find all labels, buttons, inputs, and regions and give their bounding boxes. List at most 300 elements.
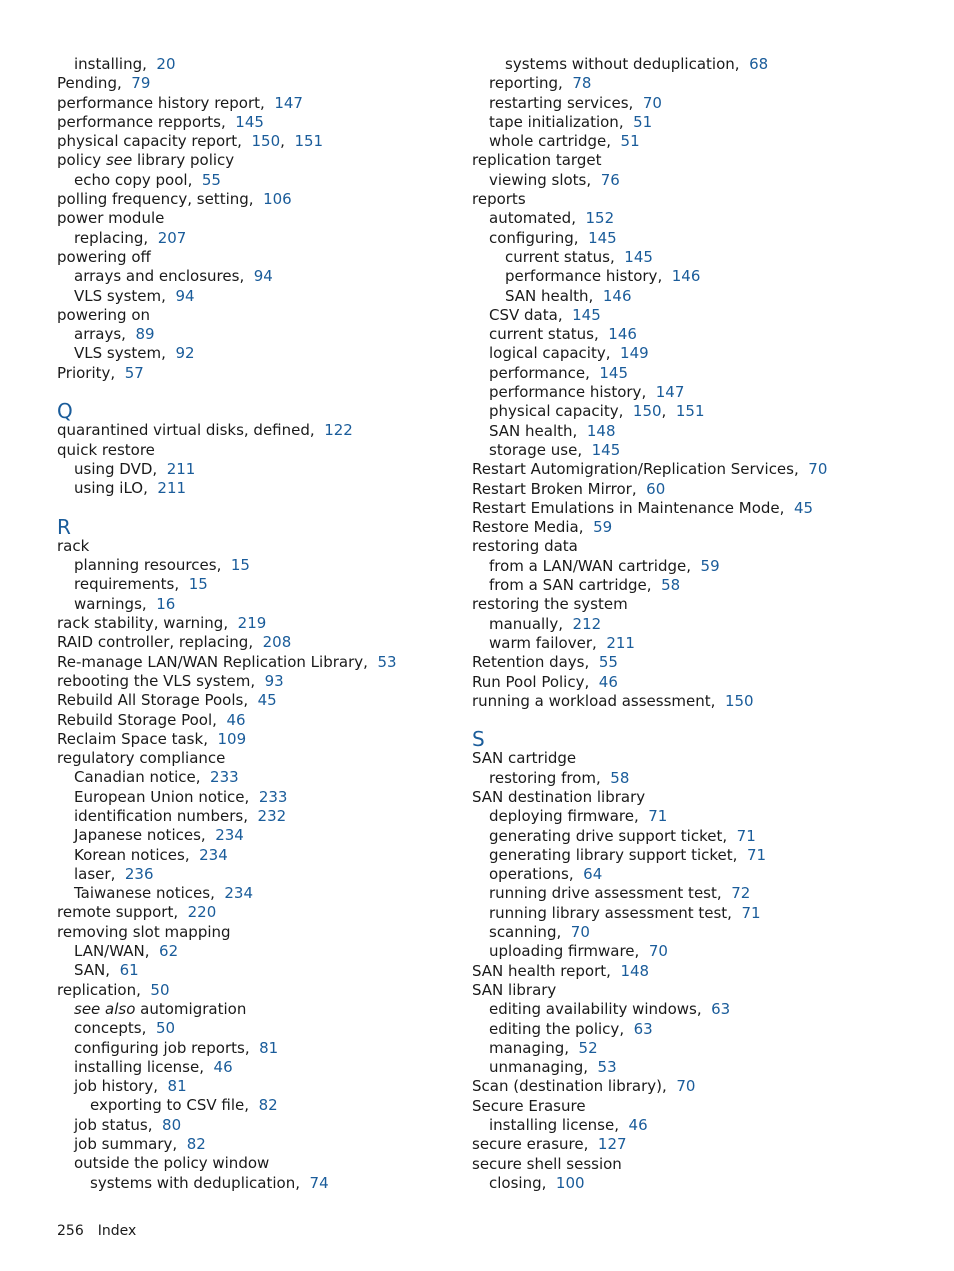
index-term: performance history xyxy=(489,383,642,402)
index-term: restarting services xyxy=(489,93,629,112)
index-entry: rebooting the VLS system, 93 xyxy=(57,671,284,690)
index-term: Reclaim Space task xyxy=(57,729,204,748)
index-term: installing xyxy=(74,55,143,73)
index-entry: SAN health, 146 xyxy=(505,286,632,305)
index-term: regulatory compliance xyxy=(57,749,226,768)
index-entry xyxy=(57,306,497,325)
index-entry xyxy=(472,190,912,209)
index-term: job summary xyxy=(74,1135,173,1154)
page-link[interactable]: 46 xyxy=(598,672,618,691)
index-entry: replacing, 207 xyxy=(74,228,187,247)
index-term: reporting xyxy=(489,74,559,93)
page-link[interactable]: 64 xyxy=(583,865,603,884)
index-term: automated xyxy=(489,209,572,228)
index-term: performance history xyxy=(505,267,658,286)
page-link[interactable]: 79 xyxy=(131,74,151,93)
page-link[interactable]: 82 xyxy=(258,1096,278,1115)
index-entry: using DVD, 211 xyxy=(74,459,196,478)
page-link[interactable]: 15 xyxy=(188,575,208,594)
index-entry: configuring job reports, 81 xyxy=(74,1038,279,1057)
index-term: whole cartridge xyxy=(489,132,607,151)
index-term: arrays and enclosures xyxy=(74,267,240,286)
page-link[interactable]: 127 xyxy=(597,1135,627,1154)
page-link[interactable]: 50 xyxy=(150,980,170,999)
page-link[interactable]: 55 xyxy=(598,653,618,672)
index-term: powering off xyxy=(57,247,151,266)
page-link[interactable]: 70 xyxy=(808,460,828,479)
index-term: performance repports xyxy=(57,112,221,131)
index-entry: CSV data, 145 xyxy=(489,305,601,324)
index-entry xyxy=(472,749,912,768)
index-entry: running library assessment test, 71 xyxy=(489,903,761,922)
index-term: replication xyxy=(57,980,137,999)
page-link[interactable]: 109 xyxy=(217,729,247,748)
index-entry: editing the policy, 63 xyxy=(489,1019,653,1038)
page-link[interactable]: 16 xyxy=(156,594,176,613)
index-term: powering on xyxy=(57,305,151,324)
page-link[interactable]: 51 xyxy=(620,132,640,151)
page-link[interactable]: 59 xyxy=(593,518,613,537)
index-term: Priority xyxy=(57,363,111,382)
index-term: viewing slots xyxy=(489,170,587,189)
index-entry: performance history, 147 xyxy=(489,383,685,402)
index-term: rack xyxy=(57,536,90,555)
page-link[interactable]: 233 xyxy=(258,787,288,806)
page-link[interactable]: 45 xyxy=(793,498,814,517)
page-link[interactable]: 57 xyxy=(124,363,144,382)
index-entry: job history, 81 xyxy=(74,1077,187,1096)
index-entry xyxy=(472,595,912,614)
index-term: Restart Emulations in Maintenance Mode xyxy=(472,498,780,517)
index-entry: performance repports, 145 xyxy=(57,112,264,131)
index-entry xyxy=(57,923,497,942)
index-entry xyxy=(472,1155,912,1174)
index-term: performance xyxy=(489,363,586,382)
index-entry: quarantined virtual disks, defined, 122 xyxy=(57,421,353,440)
page-link[interactable]: 234 xyxy=(199,845,228,864)
index-entry xyxy=(57,1154,497,1173)
index-entry: Priority, 57 xyxy=(57,363,144,382)
page-link[interactable]: 71 xyxy=(746,845,767,864)
page-link[interactable]: 60 xyxy=(646,479,666,498)
page-link[interactable]: 15 xyxy=(230,556,250,575)
page-link[interactable]: 150 xyxy=(724,691,754,710)
index-term: outside the policy window xyxy=(74,1154,270,1173)
page-link[interactable]: 151 xyxy=(675,402,705,421)
index-term: identification numbers xyxy=(74,806,244,825)
index-term: unmanaging xyxy=(489,1058,584,1077)
index-term: systems without deduplication xyxy=(505,55,735,73)
index-term: RAID controller, replacing xyxy=(57,633,249,652)
page-link[interactable]: 211 xyxy=(157,479,187,498)
index-term: library policy xyxy=(132,151,235,170)
index-term: SAN health xyxy=(505,286,589,305)
page-link[interactable]: 234 xyxy=(215,826,244,845)
index-term: Retention days xyxy=(472,653,585,672)
index-term: replication target xyxy=(472,151,602,170)
page-link[interactable]: 147 xyxy=(274,93,303,112)
index-entry: secure erasure, 127 xyxy=(472,1135,627,1154)
index-section-letter: Q xyxy=(57,399,73,424)
index-term: VLS system xyxy=(74,286,162,305)
index-term: SAN health report xyxy=(472,961,607,980)
page-link[interactable]: 149 xyxy=(620,344,649,363)
page-link[interactable]: 89 xyxy=(135,325,155,344)
page-link[interactable]: 207 xyxy=(157,228,187,247)
index-entry: Rebuild Storage Pool, 46 xyxy=(57,710,246,729)
page-link[interactable]: 78 xyxy=(572,74,592,93)
index-entry: Japanese notices, 234 xyxy=(74,826,244,845)
index-term: manually xyxy=(489,614,559,633)
page-link[interactable]: 61 xyxy=(119,961,139,980)
page-link[interactable]: 76 xyxy=(600,170,620,189)
index-term: replacing xyxy=(74,228,144,247)
index-entry: Run Pool Policy, 46 xyxy=(472,672,618,691)
index-term: Re-manage LAN/WAN Replication Library xyxy=(57,652,364,671)
page-link[interactable]: 51 xyxy=(633,112,653,131)
page-link[interactable]: 70 xyxy=(570,923,590,942)
page-link[interactable]: 53 xyxy=(597,1058,617,1077)
index-term: quarantined virtual disks, defined xyxy=(57,421,310,440)
page-link[interactable]: 58 xyxy=(610,768,630,787)
index-entry xyxy=(57,1000,497,1019)
index-entry: current status, 145 xyxy=(505,247,653,266)
index-entry: Restart Automigration/Replication Services, 70 xyxy=(472,460,828,479)
index-term: configuring job reports xyxy=(74,1038,245,1057)
page-link[interactable]: 145 xyxy=(235,112,264,131)
index-entry: manually, 212 xyxy=(489,614,602,633)
index-entry: installing license, 46 xyxy=(489,1116,648,1135)
index-term: removing slot mapping xyxy=(57,922,231,941)
index-term: laser xyxy=(74,864,111,883)
index-term: performance history report xyxy=(57,93,261,112)
index-entry: automated, 152 xyxy=(489,209,615,228)
page-link[interactable]: 146 xyxy=(602,286,632,305)
index-term: reports xyxy=(472,190,526,209)
index-entry: SAN health report, 148 xyxy=(472,961,650,980)
page-link[interactable]: 63 xyxy=(711,1000,731,1019)
index-entry: logical capacity, 149 xyxy=(489,344,649,363)
index-term: current status xyxy=(489,325,594,344)
index-term: logical capacity xyxy=(489,344,606,363)
index-term: current status xyxy=(505,247,610,266)
index-term: polling frequency, setting xyxy=(57,190,249,209)
index-entry: LAN/WAN, 62 xyxy=(74,942,179,961)
index-entry: generating drive support ticket, 71 xyxy=(489,826,756,845)
index-term: generating drive support ticket xyxy=(489,826,723,845)
page-link[interactable]: 82 xyxy=(186,1135,206,1154)
index-entry: polling frequency, setting, 106 xyxy=(57,190,292,209)
page-link[interactable]: 68 xyxy=(749,55,769,73)
index-entry: restoring from, 58 xyxy=(489,768,630,787)
index-entry: Rebuild All Storage Pools, 45 xyxy=(57,691,277,710)
index-entry: warnings, 16 xyxy=(74,594,176,613)
index-entry: arrays, 89 xyxy=(74,325,155,344)
page-link[interactable]: 71 xyxy=(741,903,761,922)
page-link[interactable]: 70 xyxy=(642,93,662,112)
page-link[interactable]: 58 xyxy=(661,576,681,595)
index-entry: managing, 52 xyxy=(489,1038,598,1057)
page-link[interactable]: 55 xyxy=(201,170,221,189)
page-link[interactable]: 145 xyxy=(591,440,621,459)
index-term: running library assessment test xyxy=(489,903,728,922)
index-entry: job summary, 82 xyxy=(74,1135,206,1154)
index-entry: viewing slots, 76 xyxy=(489,170,620,189)
index-entry: systems without deduplication, 68 xyxy=(505,55,769,73)
page-link[interactable]: 152 xyxy=(585,209,615,228)
index-term: Restore Media xyxy=(472,518,579,537)
index-entry: Restart Broken Mirror, 60 xyxy=(472,479,666,498)
page-link[interactable]: 62 xyxy=(159,942,179,961)
index-entry: remote support, 220 xyxy=(57,903,217,922)
index-entry: job status, 80 xyxy=(74,1115,182,1134)
index-term: LAN/WAN xyxy=(74,942,145,961)
page-link[interactable]: 94 xyxy=(175,286,195,305)
page-link[interactable]: 220 xyxy=(187,903,217,922)
index-term: from a LAN/WAN cartridge xyxy=(489,556,687,575)
index-entry: Re-manage LAN/WAN Replication Library, 53 xyxy=(57,652,397,671)
index-term: installing license xyxy=(74,1057,200,1076)
page-link[interactable]: 150 xyxy=(251,132,281,151)
index-entry xyxy=(472,788,912,807)
page-link[interactable]: 151 xyxy=(294,132,324,151)
page-link[interactable]: 219 xyxy=(237,614,267,633)
index-term: VLS system xyxy=(74,344,162,363)
index-entry: Taiwanese notices, 234 xyxy=(74,884,254,903)
page-link[interactable]: 208 xyxy=(262,633,292,652)
page-link[interactable]: 146 xyxy=(671,267,701,286)
index-term: requirements xyxy=(74,575,175,594)
index-entry xyxy=(472,1097,912,1116)
index-term: Japanese notices xyxy=(74,826,201,845)
page-link[interactable]: 20 xyxy=(156,55,176,73)
index-term: CSV data xyxy=(489,305,558,324)
page-link[interactable]: 234 xyxy=(224,884,254,903)
page-link[interactable]: 145 xyxy=(599,363,629,382)
page-link[interactable]: 145 xyxy=(624,247,653,266)
index-term: rack stability, warning xyxy=(57,614,224,633)
index-entry xyxy=(57,209,497,228)
page-link[interactable]: 71 xyxy=(648,807,668,826)
index-entry xyxy=(57,749,497,768)
index-term: policy xyxy=(57,151,106,170)
page-link[interactable]: 70 xyxy=(648,942,668,961)
page-link[interactable]: 46 xyxy=(213,1057,233,1076)
index-entry: running drive assessment test, 72 xyxy=(489,884,751,903)
index-section-letter: S xyxy=(472,727,485,752)
page-link[interactable]: 211 xyxy=(606,633,635,652)
index-term: SAN cartridge xyxy=(472,749,577,768)
index-entry: configuring, 145 xyxy=(489,228,617,247)
page-link[interactable]: 45 xyxy=(257,691,277,710)
index-term: Rebuild All Storage Pools xyxy=(57,691,244,710)
index-term: secure shell session xyxy=(472,1154,622,1173)
index-term: warnings xyxy=(74,594,142,613)
index-entry: Restore Media, 59 xyxy=(472,518,613,537)
index-term: Pending xyxy=(57,74,117,93)
index-entry: performance history report, 147 xyxy=(57,93,303,112)
page-link[interactable]: 81 xyxy=(259,1038,279,1057)
index-term: editing availability windows xyxy=(489,1000,697,1019)
index-term: Korean notices xyxy=(74,845,185,864)
index-term: storage use xyxy=(489,440,578,459)
page-link[interactable]: 100 xyxy=(555,1173,585,1192)
index-entry: from a LAN/WAN cartridge, 59 xyxy=(489,556,720,575)
index-entry xyxy=(472,151,912,170)
index-entry: Korean notices, 234 xyxy=(74,845,228,864)
index-term: secure erasure xyxy=(472,1135,584,1154)
index-entry: restarting services, 70 xyxy=(489,93,662,112)
index-entry xyxy=(472,537,912,556)
index-term: Run Pool Policy xyxy=(472,672,585,691)
page-link[interactable]: 147 xyxy=(655,383,685,402)
page-link[interactable]: 50 xyxy=(155,1019,176,1038)
index-term: from a SAN cartridge xyxy=(489,576,647,595)
index-term: concepts xyxy=(74,1019,142,1038)
index-term: scanning xyxy=(489,923,557,942)
index-entry: Canadian notice, 233 xyxy=(74,768,239,787)
index-term: Taiwanese notices xyxy=(74,884,211,903)
index-entry: concepts, 50 xyxy=(74,1019,176,1038)
index-term: Rebuild Storage Pool xyxy=(57,710,213,729)
index-entry: using iLO, 211 xyxy=(74,479,187,498)
index-term: physical capacity xyxy=(489,402,619,421)
index-term: physical capacity report xyxy=(57,132,238,151)
index-term: editing the policy xyxy=(489,1019,620,1038)
page-link[interactable]: 150 xyxy=(632,402,662,421)
index-term: using iLO xyxy=(74,479,144,498)
page-link[interactable]: 211 xyxy=(166,459,196,478)
page-link[interactable]: 72 xyxy=(731,884,751,903)
index-term: warm failover xyxy=(489,633,593,652)
index-entry: identification numbers, 232 xyxy=(74,806,287,825)
index-entry: RAID controller, replacing, 208 xyxy=(57,633,292,652)
index-term: restoring the system xyxy=(472,595,628,614)
index-entry: performance, 145 xyxy=(489,363,629,382)
index-entry: closing, 100 xyxy=(489,1173,585,1192)
index-term: job history xyxy=(74,1077,154,1096)
page-link[interactable]: 148 xyxy=(586,421,616,440)
page-link[interactable]: 92 xyxy=(175,344,195,363)
index-entry: physical capacity report, 150, 151 xyxy=(57,132,324,151)
index-term: configuring xyxy=(489,228,574,247)
index-entry: installing, 20 xyxy=(74,55,176,73)
index-entry: rack stability, warning, 219 xyxy=(57,614,267,633)
index-entry: reporting, 78 xyxy=(489,74,592,93)
page-link[interactable]: 70 xyxy=(676,1077,696,1096)
index-term: power module xyxy=(57,209,165,228)
page-link[interactable]: 106 xyxy=(263,190,292,209)
index-entry xyxy=(57,441,497,460)
index-term: Restart Automigration/Replication Services xyxy=(472,460,794,479)
index-entry: tape initialization, 51 xyxy=(489,112,653,131)
page-link[interactable]: 148 xyxy=(620,961,650,980)
index-entry: exporting to CSV file, 82 xyxy=(90,1096,278,1115)
index-term: systems with deduplication xyxy=(90,1173,296,1192)
index-term: remote support xyxy=(57,903,174,922)
index-term: generating library support ticket xyxy=(489,845,733,864)
index-term: quick restore xyxy=(57,440,155,459)
index-entry: Pending, 79 xyxy=(57,74,151,93)
page-footer xyxy=(57,1222,136,1241)
index-entry: warm failover, 211 xyxy=(489,633,635,652)
index-section-letter: R xyxy=(57,514,71,539)
index-entry: physical capacity, 150, 151 xyxy=(489,402,705,421)
page-link[interactable]: 71 xyxy=(736,826,756,845)
index-entry: planning resources, 15 xyxy=(74,556,250,575)
index-term: Canadian notice xyxy=(74,768,196,787)
page-link[interactable]: 74 xyxy=(309,1173,329,1192)
index-entry: requirements, 15 xyxy=(74,575,208,594)
page-link[interactable]: 233 xyxy=(210,768,239,787)
index-term: closing xyxy=(489,1173,542,1192)
index-entry: arrays and enclosures, 94 xyxy=(74,267,273,286)
index-term: automigration xyxy=(135,999,247,1018)
index-entry: Retention days, 55 xyxy=(472,653,618,672)
index-entry: scanning, 70 xyxy=(489,923,590,942)
index-term: rebooting the VLS system xyxy=(57,671,251,690)
index-entry: laser, 236 xyxy=(74,864,154,883)
page-link[interactable]: 80 xyxy=(162,1115,182,1134)
index-entry: uploading firmware, 70 xyxy=(489,942,668,961)
index-column-left xyxy=(57,55,497,1193)
page-link[interactable]: 122 xyxy=(324,421,353,440)
index-term: arrays xyxy=(74,325,122,344)
page-link[interactable]: 145 xyxy=(588,228,617,247)
page-link[interactable]: 53 xyxy=(377,652,397,671)
index-entry: Scan (destination library), 70 xyxy=(472,1077,696,1096)
index-term: European Union notice xyxy=(74,787,245,806)
index-term: managing xyxy=(489,1038,565,1057)
page-link[interactable]: 93 xyxy=(264,671,284,690)
index-entry: editing availability windows, 63 xyxy=(489,1000,731,1019)
index-term: SAN library xyxy=(472,980,557,999)
index-entry: Restart Emulations in Maintenance Mode, 45 xyxy=(472,498,814,517)
page-link[interactable]: 81 xyxy=(167,1077,187,1096)
index-term: uploading firmware xyxy=(489,942,635,961)
index-entry xyxy=(472,981,912,1000)
footer-section-title: Index xyxy=(97,1223,137,1239)
page-link[interactable]: 232 xyxy=(257,806,287,825)
page-link[interactable]: 145 xyxy=(572,305,601,324)
page-link[interactable]: 63 xyxy=(633,1019,653,1038)
index-term: using DVD xyxy=(74,459,153,478)
index-term: job status xyxy=(74,1115,148,1134)
index-term: SAN health xyxy=(489,421,573,440)
page-link[interactable]: 52 xyxy=(578,1038,598,1057)
index-entry: installing license, 46 xyxy=(74,1057,233,1076)
index-entry: running a workload assessment, 150 xyxy=(472,691,754,710)
index-term: exporting to CSV file xyxy=(90,1096,245,1115)
index-term: restoring data xyxy=(472,537,578,556)
index-term: echo copy pool xyxy=(74,170,188,189)
index-entry: systems with deduplication, 74 xyxy=(90,1173,329,1192)
index-term: tape initialization xyxy=(489,112,619,131)
index-entry: performance history, 146 xyxy=(505,267,701,286)
page-link[interactable]: 46 xyxy=(226,710,246,729)
page-link[interactable]: 46 xyxy=(628,1116,648,1135)
index-column-right xyxy=(472,55,912,1193)
page-link[interactable]: 59 xyxy=(700,556,720,575)
page-link[interactable]: 212 xyxy=(572,614,602,633)
index-entry: echo copy pool, 55 xyxy=(74,170,221,189)
index-term: operations xyxy=(489,865,569,884)
index-entry: SAN health, 148 xyxy=(489,421,616,440)
page-link[interactable]: 146 xyxy=(608,325,637,344)
page-link[interactable]: 94 xyxy=(253,267,273,286)
index-entry: VLS system, 92 xyxy=(74,344,195,363)
page-link[interactable]: 236 xyxy=(124,864,154,883)
